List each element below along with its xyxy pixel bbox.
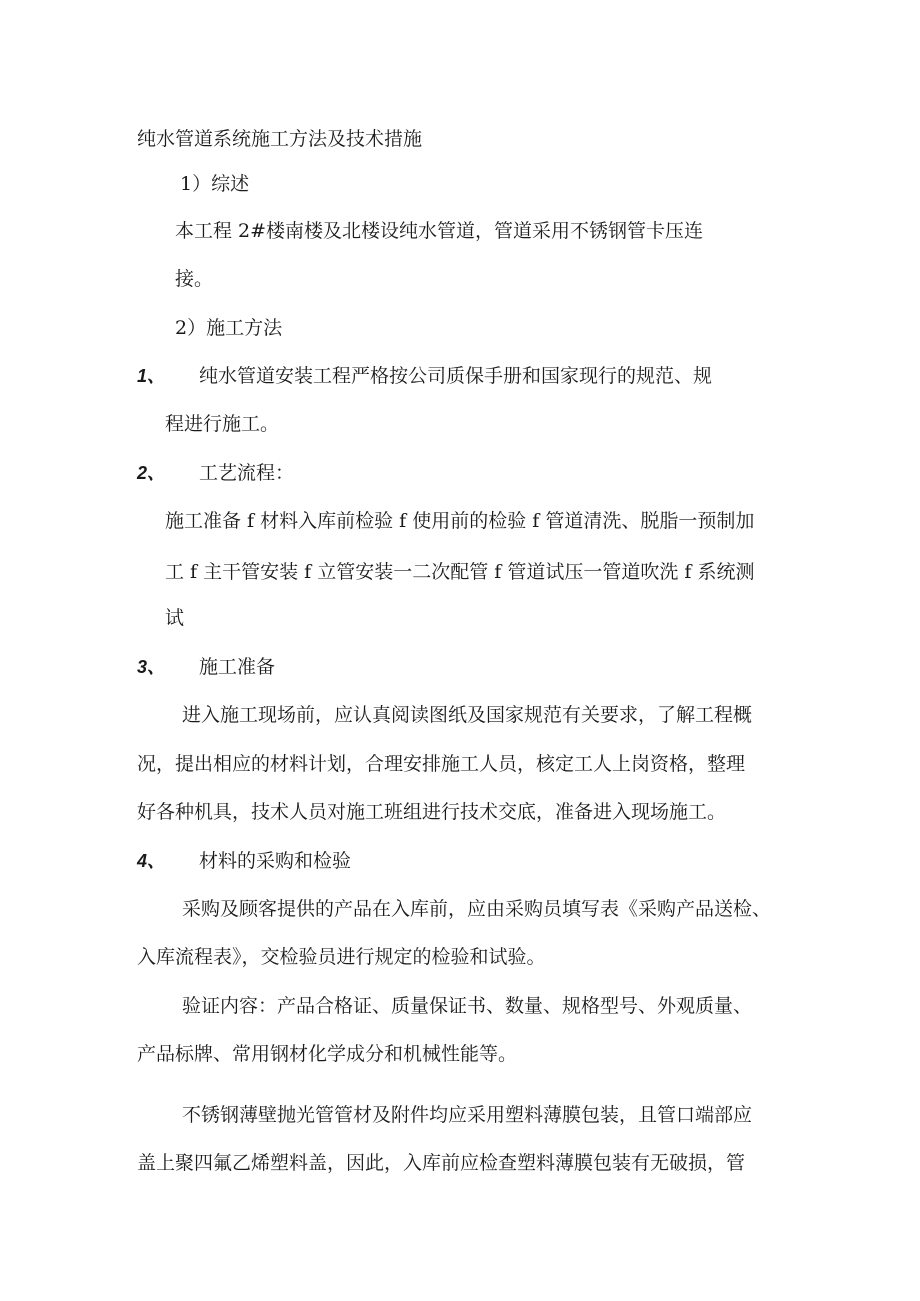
paragraph-line: 好各种机具，技术人员对施工班组进行技术交底，准备进入现场施工。 [137,801,727,823]
paragraph-line: 工 f 主干管安装 f 立管安装一二次配管 f 管道试压一管道吹洗 f 系统测 [165,561,755,583]
item-number-2: 2、 [137,463,166,483]
paragraph-line: 程进行施工。 [165,413,280,435]
section-heading-overview: 1）综述 [180,173,250,195]
paragraph-line: 验证内容：产品合格证、质量保证书、数量、规格型号、外观质量、 [182,995,753,1017]
item-heading-4: 材料的采购和检验 [199,850,352,872]
item-number-3: 3、 [137,657,166,677]
paragraph-line: 产品标牌、常用钢材化学成分和机械性能等。 [137,1043,518,1065]
paragraph-line: 试 [165,607,185,629]
paragraph-line: 本工程 2#楼南楼及北楼设纯水管道，管道采用不锈钢管卡压连 [175,220,704,242]
item-number-4: 4、 [137,851,166,871]
item-heading-3: 施工准备 [199,656,276,678]
paragraph-line: 况，提出相应的材料计划，合理安排施工人员，核定工人上岗资格，整理 [137,753,746,775]
paragraph-line: 接。 [175,268,214,290]
document-title: 纯水管道系统施工方法及技术措施 [137,128,423,150]
paragraph-line: 进入施工现场前，应认真阅读图纸及国家规范有关要求，了解工程概 [182,704,753,726]
section-heading-method: 2）施工方法 [175,317,283,339]
paragraph-line: 盖上聚四氟乙烯塑料盖，因此，入库前应检查塑料薄膜包装有无破损，管 [137,1152,746,1174]
item-heading-2: 工艺流程： [199,462,295,484]
item-heading-1: 纯水管道安装工程严格按公司质保手册和国家现行的规范、规 [199,365,713,387]
paragraph-line: 采购及顾客提供的产品在入库前，应由采购员填写表《采购产品送检、 [182,898,772,920]
paragraph-line: 入库流程表》，交检验员进行规定的检验和试验。 [137,946,546,968]
item-number-1: 1、 [137,366,166,386]
paragraph-line: 施工准备 f 材料入库前检验 f 使用前的检验 f 管道清洗、脱脂一预制加 [165,510,755,532]
paragraph-line: 不锈钢薄壁抛光管管材及附件均应采用塑料薄膜包装，且管口端部应 [182,1104,753,1126]
